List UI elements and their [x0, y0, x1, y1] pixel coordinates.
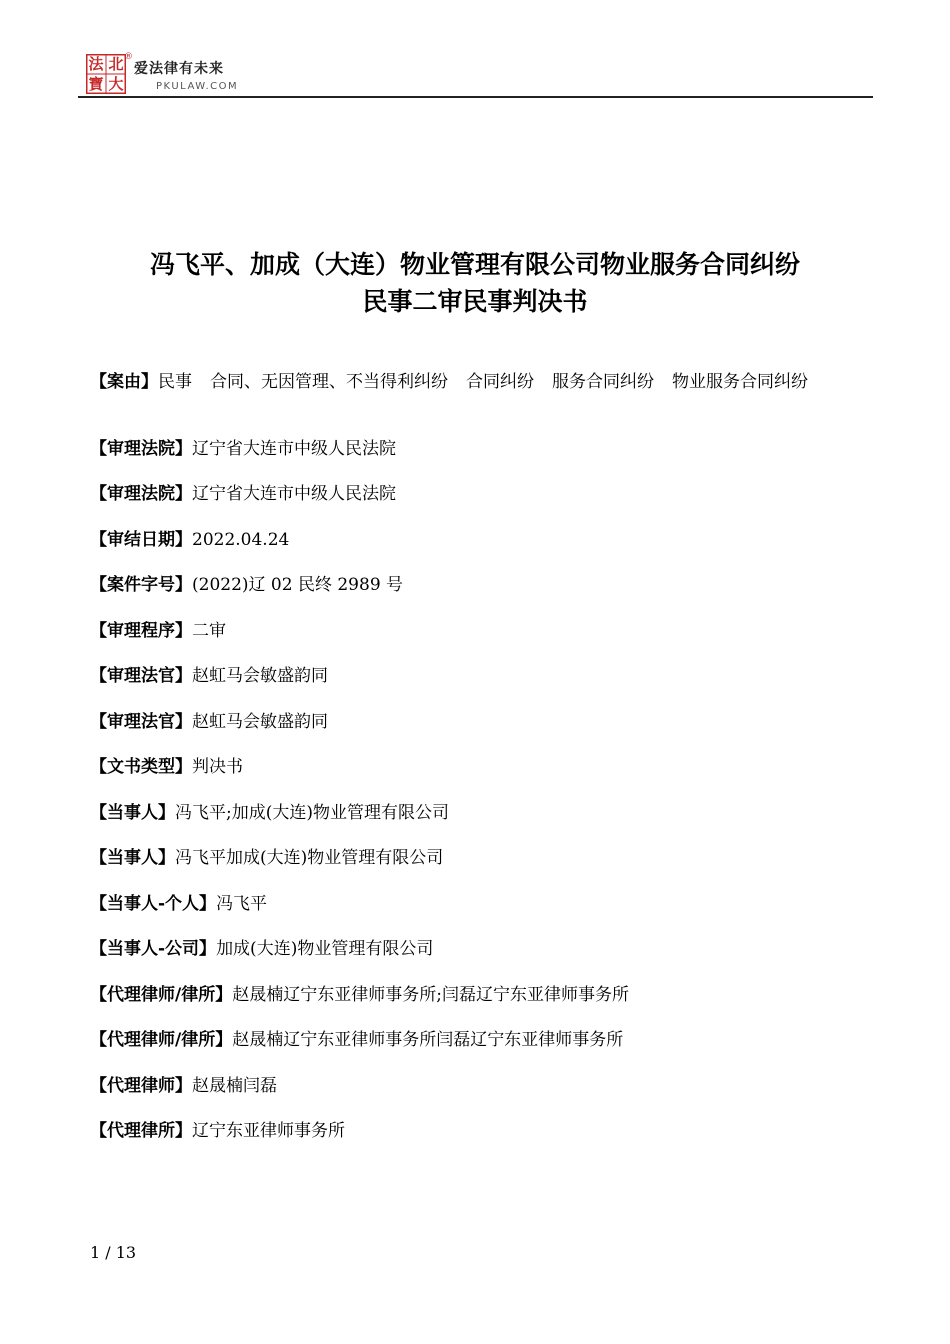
meta-label: 【审理法院】 [90, 438, 192, 459]
meta-label: 【当事人-个人】 [90, 893, 217, 914]
meta-row [90, 483, 865, 505]
slogan: 爱法律有未来 [134, 61, 224, 77]
meta-value: 赵虹马会敏盛韵同 [192, 666, 328, 686]
meta-label: 【审理法官】 [90, 666, 192, 686]
meta-label: 【当事人-公司】 [90, 939, 217, 959]
page-number: 1 / 13 [90, 1243, 137, 1262]
meta-value: 判决书 [192, 757, 243, 777]
meta-label: 【审理法官】 [90, 711, 192, 732]
meta-row [90, 574, 865, 596]
meta-label: 【代理律师/律所】 [90, 1030, 233, 1050]
registered-mark: ® [124, 52, 133, 62]
meta-label: 【案件字号】 [90, 575, 192, 595]
meta-value: 2022.04.24 [192, 529, 290, 550]
document-title [60, 246, 890, 320]
seal-char: 法 [88, 55, 104, 73]
title-line: 冯飞平、加成（大连）物业管理有限公司物业服务合同纠纷 [149, 250, 800, 279]
meta-value: 冯飞平加成(大连)物业管理有限公司 [175, 848, 444, 868]
meta-value: 赵虹马会敏盛韵同 [192, 711, 328, 732]
meta-value: 合同纠纷 [466, 372, 534, 392]
meta-value: 合同、无因管理、不当得利纠纷 [210, 372, 448, 392]
meta-value: 服务合同纠纷 [552, 372, 654, 392]
seal-char: 北 [108, 55, 124, 73]
meta-value: 加成(大连)物业管理有限公司 [216, 939, 434, 959]
meta-value: 赵晟楠辽宁东亚律师事务所;闫磊辽宁东亚律师事务所 [232, 984, 629, 1005]
meta-row [90, 847, 865, 869]
meta-row [90, 438, 865, 460]
site-url: PKULAW.COM [156, 81, 239, 92]
title-line: 民事二审民事判决书 [362, 287, 588, 316]
seal-char: 寶 [88, 75, 104, 93]
meta-label: 【当事人】 [90, 802, 175, 823]
meta-row [90, 938, 865, 960]
meta-label: 【案由】 [90, 372, 158, 392]
meta-label: 【代理律所】 [90, 1121, 192, 1141]
meta-row [90, 1029, 865, 1051]
meta-value: 辽宁省大连市中级人民法院 [192, 484, 396, 504]
meta-value: 赵晟楠辽宁东亚律师事务所闫磊辽宁东亚律师事务所 [232, 1030, 624, 1050]
meta-value: 民事 [158, 372, 192, 392]
meta-row [90, 893, 865, 915]
meta-value: 冯飞平 [216, 893, 268, 914]
meta-value: 辽宁省大连市中级人民法院 [192, 438, 396, 459]
meta-row [90, 1120, 865, 1142]
meta-value: 冯飞平;加成(大连)物业管理有限公司 [175, 802, 449, 823]
meta-row [90, 802, 865, 824]
meta-value: 物业服务合同纠纷 [672, 372, 808, 392]
meta-label: 【文书类型】 [90, 757, 192, 777]
header-rule [78, 96, 873, 98]
meta-value: 二审 [192, 620, 226, 641]
meta-label: 【审结日期】 [90, 529, 192, 550]
meta-value: (2022)辽 02 民终 2989 号 [192, 575, 404, 595]
meta-row [90, 711, 865, 733]
meta-row [90, 620, 865, 642]
meta-row [90, 1075, 865, 1097]
page-header [78, 52, 873, 98]
seal-char: 大 [108, 75, 124, 93]
meta-label: 【当事人】 [90, 848, 175, 868]
meta-label: 【代理律师/律所】 [90, 984, 233, 1005]
meta-row [90, 984, 865, 1006]
meta-row-case-cause [90, 371, 865, 393]
pkulaw-logo [86, 54, 126, 94]
meta-label: 【审理法院】 [90, 484, 192, 504]
meta-row [90, 529, 865, 551]
case-metadata [90, 371, 865, 1166]
meta-label: 【审理程序】 [90, 620, 192, 641]
meta-row [90, 756, 865, 778]
meta-label: 【代理律师】 [90, 1075, 192, 1096]
meta-value: 辽宁东亚律师事务所 [192, 1121, 345, 1141]
meta-row [90, 665, 865, 687]
meta-value: 赵晟楠闫磊 [192, 1075, 277, 1096]
